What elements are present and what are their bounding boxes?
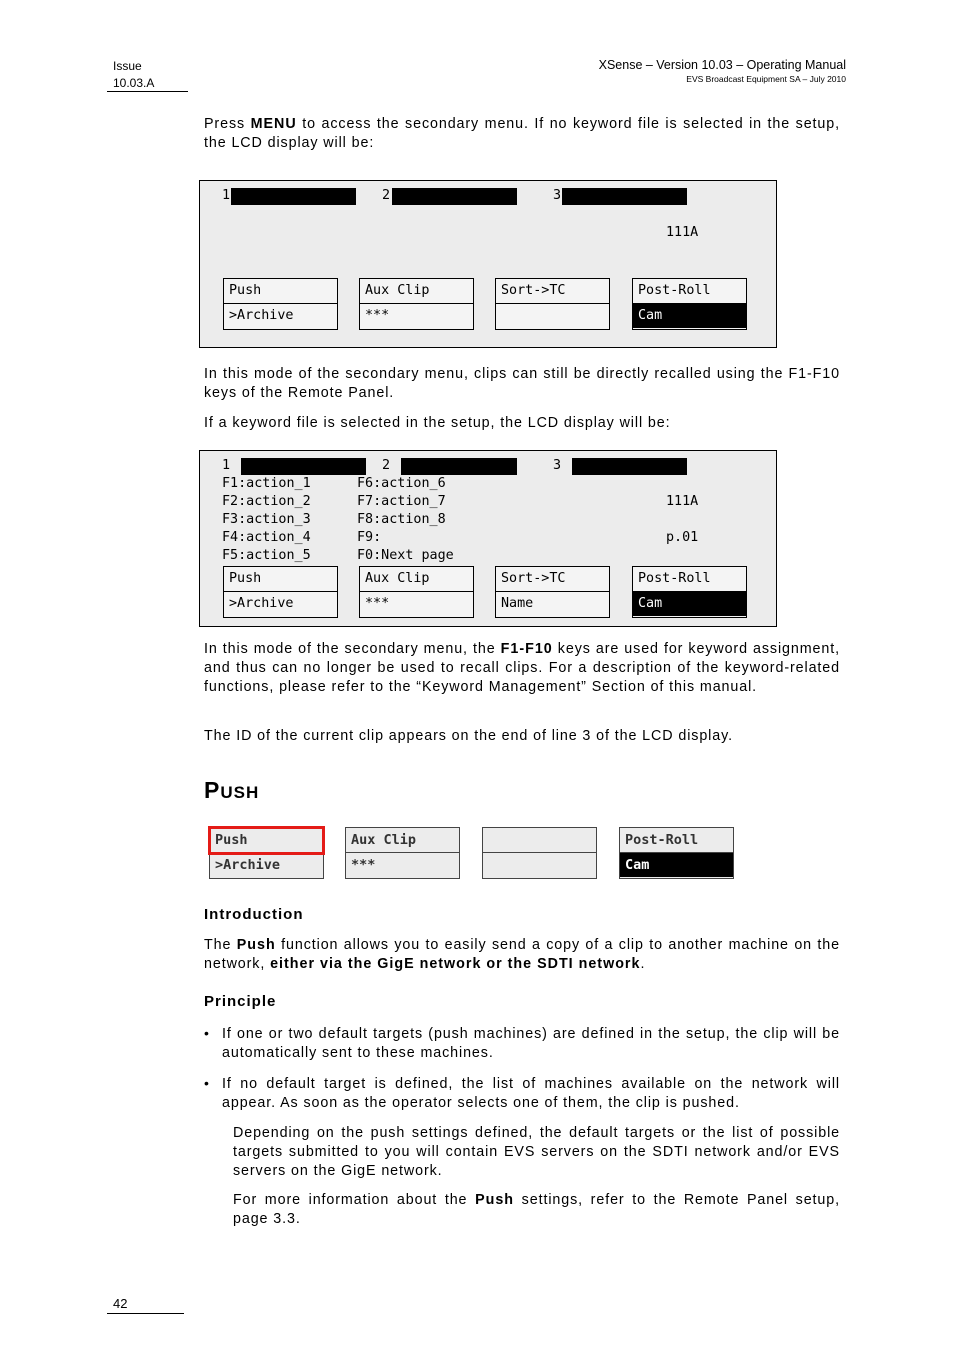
lcd-keyword-f3: F3:action_3 [222,512,311,527]
lcd-keyword-f1: F1:action_1 [222,476,311,491]
lcd-black-field [401,458,517,475]
lcd-push-button[interactable]: Push >Archive [223,278,338,330]
lcd-keyword-f9: F9: [357,530,382,545]
lcd-field-number: 2 [382,188,391,203]
lcd-push-button[interactable]: Push >Archive [223,566,338,618]
issue-number: 10.03.A [113,76,155,90]
lcd-post-roll-button[interactable]: Post-Roll Cam [632,278,747,330]
header-rule [107,91,188,92]
lcd-sort-button[interactable]: Sort->TC [495,278,610,330]
principle-item-1: If one or two default targets (push machines) are defined in the setup, the clip will be automatically sent to these machines. [222,1026,840,1061]
empty-menu-button[interactable] [482,827,597,879]
lcd-field-number: 3 [553,188,562,203]
principle-note-1: Depending on the push settings defined, the default targets or the list of possible targets submitted to you will contain EVS servers on the SDTI network and/or EVS servers on the GigE network. [233,1125,840,1179]
bullet-marker: • [204,1075,209,1091]
lcd-black-field [562,188,687,205]
bullet-marker: • [204,1025,209,1041]
lcd-keyword-f8: F8:action_8 [357,512,446,527]
lcd-clip-id: 111A [666,494,699,509]
section-title: PUSH [204,777,260,803]
lcd-post-roll-button[interactable]: Post-Roll Cam [632,566,747,618]
aux-clip-menu-button[interactable]: Aux Clip *** [345,827,460,879]
lcd-field-number: 1 [222,188,231,203]
lcd-display-no-keyword [199,180,777,348]
document-subtitle: EVS Broadcast Equipment SA – July 2010 [686,74,846,84]
introduction-heading: Introduction [204,906,304,923]
lcd-field-number: 1 [222,458,231,473]
lcd-keyword-f6: F6:action_6 [357,476,446,491]
lcd-aux-clip-button[interactable]: Aux Clip *** [359,566,474,618]
mode2-paragraph: In this mode of the secondary menu, the F1-F10 keys are used for keyword assignment, and thus can no longer be used to recall clips. For a description of the keyword-related functions, please refer to the “Keyword Management” Section of this manual. [204,641,840,695]
issue-label: Issue [113,59,142,73]
lcd-black-field [392,188,517,205]
clip-id-paragraph: The ID of the current clip appears on the end of line 3 of the LCD display. [204,728,733,744]
principle-item-2: If no default target is defined, the list of machines available on the network will appear. As soon as the operator selects one of them, the clip is pushed. [222,1076,840,1111]
lcd-page-number: p.01 [666,530,699,545]
lcd-keyword-f4: F4:action_4 [222,530,311,545]
lcd-black-field [241,458,366,475]
lcd-keyword-f2: F2:action_2 [222,494,311,509]
lcd-keyword-f7: F7:action_7 [357,494,446,509]
principle-note-2: For more information about the Push settings, refer to the Remote Panel setup, page 3.3. [233,1192,841,1227]
lcd-clip-id: 111A [666,225,699,240]
mode1-paragraph: In this mode of the secondary menu, clips can still be directly recalled using the F1-F10 keys of the Remote Panel. [204,366,840,401]
lcd-keyword-f0: F0:Next page [357,548,454,563]
post-roll-menu-button[interactable]: Post-Roll Cam [619,827,734,879]
intro-paragraph: Press MENU to access the secondary menu. If no keyword file is selected in the setup, the LCD display will be: [204,116,841,151]
lcd-black-field [231,188,356,205]
page-number: 42 [113,1296,128,1311]
lcd-display-keyword [199,450,777,627]
keyword-paragraph: If a keyword file is selected in the setup, the LCD display will be: [204,415,671,431]
introduction-paragraph: The Push function allows you to easily send a copy of a clip to another machine on the network, either via the GigE network or the SDTI network. [204,937,840,972]
lcd-black-field [572,458,687,475]
footer-rule [107,1313,184,1314]
lcd-keyword-f5: F5:action_5 [222,548,311,563]
push-menu-button[interactable]: Push >Archive [209,827,324,879]
principle-heading: Principle [204,993,277,1010]
lcd-field-number: 3 [553,458,562,473]
lcd-sort-button[interactable]: Sort->TC Name [495,566,610,618]
document-title: XSense – Version 10.03 – Operating Manual [598,58,846,72]
lcd-aux-clip-button[interactable]: Aux Clip *** [359,278,474,330]
lcd-field-number: 2 [382,458,391,473]
